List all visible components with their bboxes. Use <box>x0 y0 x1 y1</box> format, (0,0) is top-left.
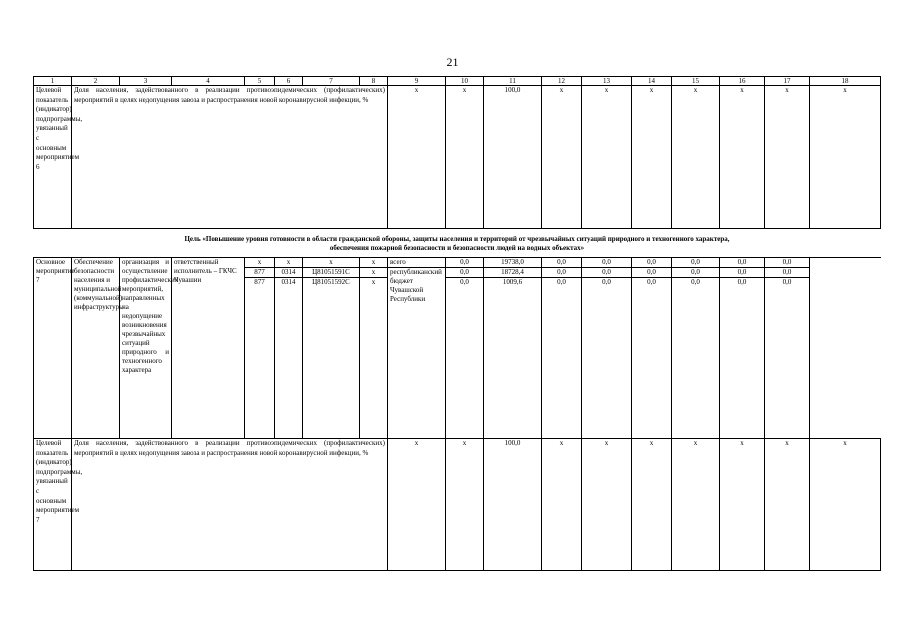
value-cell: x <box>446 439 484 571</box>
header-cell: 1 <box>34 77 72 86</box>
header-cell: 14 <box>632 77 672 86</box>
goal-line-2: обеспечения пожарной безопасности и безопасности людей на водных объектах» <box>329 244 585 252</box>
value-cell: 19738,0 <box>484 258 542 268</box>
header-cell: 7 <box>303 77 360 86</box>
indicator-text: Доля населения, задействованного в реализации противоэпидемических (профилактических) мероприятий в целях недопущения завоза и распространения новой коронавирусной инфекции, % <box>72 86 388 229</box>
budget-code-cell: x <box>245 258 275 268</box>
measure-label: Основное мероприятие 7 <box>34 258 72 439</box>
header-cell: 3 <box>120 77 172 86</box>
header-cell: 16 <box>720 77 765 86</box>
value-cell: 0,0 <box>446 278 484 439</box>
value-cell: x <box>582 439 632 571</box>
program-table <box>33 76 881 571</box>
value-cell: x <box>672 439 720 571</box>
value-cell: 0,0 <box>765 278 810 439</box>
value-cell: 0,0 <box>765 268 810 278</box>
measure-description: организация и осуществление профилактических мероприятий, направленных на недопущение возникновения чрезвычайных ситуаций природного и техногенного характера <box>120 258 172 439</box>
header-cell: 18 <box>810 77 881 86</box>
budget-code-cell: 877 <box>245 278 275 439</box>
value-cell: 18728,4 <box>484 268 542 278</box>
value-cell: x <box>388 439 446 571</box>
indicator-label: Целевой показатель (индикатор) подпрограммы, увязанный с основным мероприятием 7 <box>34 439 72 571</box>
value-cell: x <box>632 439 672 571</box>
budget-code-cell: x <box>360 268 388 278</box>
value-cell: 0,0 <box>672 268 720 278</box>
budget-code-cell: x <box>360 258 388 268</box>
indicator-label: Целевой показатель (индикатор) подпрограммы, увязанный с основным мероприятием 6 <box>34 86 72 229</box>
header-cell: 12 <box>542 77 582 86</box>
source-cell: всего <box>388 258 446 268</box>
value-cell: 0,0 <box>446 268 484 278</box>
value-cell: x <box>672 86 720 229</box>
budget-code-cell: Ц81051592С <box>303 278 360 439</box>
value-cell: x <box>582 86 632 229</box>
value-cell: 0,0 <box>632 258 672 268</box>
value-cell: 1009,6 <box>484 278 542 439</box>
header-cell: 5 <box>245 77 275 86</box>
goal-row <box>34 229 881 258</box>
budget-code-cell: 0314 <box>275 278 303 439</box>
header-cell: 11 <box>484 77 542 86</box>
header-cell: 6 <box>275 77 303 86</box>
indicator-7-row <box>34 439 881 571</box>
value-cell: x <box>542 86 582 229</box>
value-cell: 0,0 <box>632 278 672 439</box>
value-cell: x <box>542 439 582 571</box>
budget-code-cell: x <box>360 278 388 439</box>
page-number: 21 <box>446 55 459 69</box>
budget-code-cell: x <box>303 258 360 268</box>
value-cell: 0,0 <box>765 258 810 268</box>
value-cell: 0,0 <box>720 258 765 268</box>
value-cell: 0,0 <box>672 278 720 439</box>
value-cell: x <box>765 439 810 571</box>
value-cell: 100,0 <box>484 86 542 229</box>
budget-code-cell: x <box>275 258 303 268</box>
value-cell: 0,0 <box>720 268 765 278</box>
indicator-6-row <box>34 86 881 229</box>
header-row <box>34 77 881 86</box>
value-cell: 0,0 <box>672 258 720 268</box>
value-cell: 0,0 <box>542 278 582 439</box>
budget-code-cell: 877 <box>245 268 275 278</box>
value-cell: x <box>810 439 881 571</box>
value-cell: x <box>388 86 446 229</box>
goal-line-1: Цель «Повышение уровня готовности в области гражданской обороны, защиты населения и территорий от чрезвычайных ситуаций природного и техногенного характера, <box>184 235 730 243</box>
indicator-text: Доля населения, задействованного в реализации противоэпидемических (профилактических) мероприятий в целях недопущения завоза и распространения новой коронавирусной инфекции, % <box>72 439 388 571</box>
value-cell: x <box>720 86 765 229</box>
value-cell: 0,0 <box>542 258 582 268</box>
header-cell: 4 <box>172 77 245 86</box>
value-cell: 0,0 <box>582 258 632 268</box>
value-cell: 0,0 <box>542 268 582 278</box>
header-cell: 17 <box>765 77 810 86</box>
value-cell: 0,0 <box>720 278 765 439</box>
value-cell: 0,0 <box>582 278 632 439</box>
value-cell: 0,0 <box>446 258 484 268</box>
header-cell: 9 <box>388 77 446 86</box>
goal-heading <box>34 229 881 258</box>
value-cell: 0,0 <box>632 268 672 278</box>
header-cell: 10 <box>446 77 484 86</box>
header-cell: 2 <box>72 77 120 86</box>
value-cell: 0,0 <box>582 268 632 278</box>
measure-name: Обеспечение безопасности населения и муниципальной (коммунальной) инфраструктуры <box>72 258 120 439</box>
measure-executor: ответственный исполнитель – ГКЧС Чувашии <box>172 258 245 439</box>
value-cell: x <box>810 86 881 229</box>
budget-code-cell: Ц81051591С <box>303 268 360 278</box>
value-cell: x <box>446 86 484 229</box>
header-cell: 13 <box>582 77 632 86</box>
value-cell: x <box>765 86 810 229</box>
header-cell: 15 <box>672 77 720 86</box>
value-cell: x <box>632 86 672 229</box>
measure-7-row-1 <box>34 258 881 268</box>
value-cell: 100,0 <box>484 439 542 571</box>
source-cell: республиканский бюджет Чувашской Республики <box>388 268 446 439</box>
value-cell: x <box>720 439 765 571</box>
header-cell: 8 <box>360 77 388 86</box>
budget-code-cell: 0314 <box>275 268 303 278</box>
